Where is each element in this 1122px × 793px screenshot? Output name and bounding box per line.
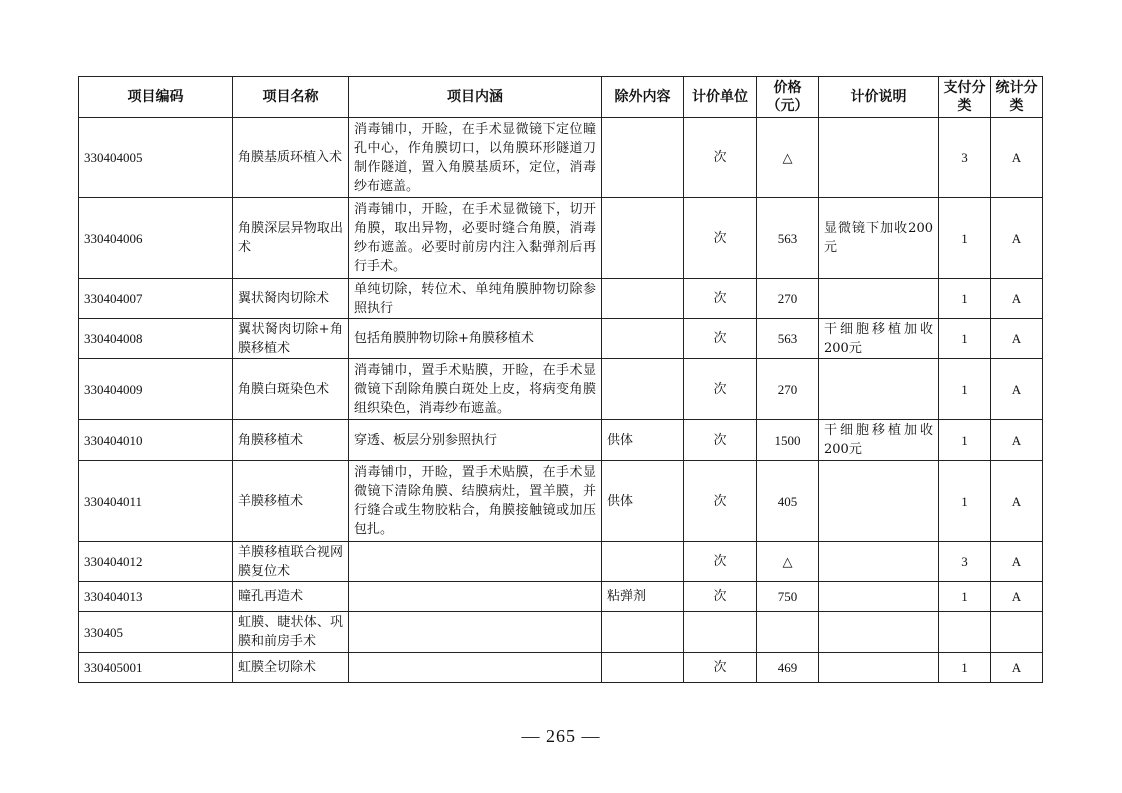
item-code: 330404013: [79, 582, 233, 612]
table-row: [79, 319, 1043, 359]
item-pay: 1: [939, 198, 991, 279]
item-name: 羊膜移植联合视网膜复位术: [233, 542, 349, 582]
item-stat: A: [991, 653, 1043, 683]
item-unit: 次: [684, 359, 757, 420]
item-stat: A: [991, 198, 1043, 279]
item-price: 405: [757, 461, 819, 542]
item-excluded: [602, 359, 684, 420]
item-stat: A: [991, 319, 1043, 359]
price-table: [78, 76, 1043, 683]
item-code: 330405: [79, 612, 233, 653]
item-excluded: [602, 542, 684, 582]
item-pay: [939, 612, 991, 653]
item-content: 单纯切除，转位术、单纯角膜肿物切除参照执行: [349, 279, 602, 319]
item-stat: A: [991, 582, 1043, 612]
item-price: 563: [757, 319, 819, 359]
item-excluded: [602, 653, 684, 683]
item-unit: [684, 612, 757, 653]
item-content: 消毒铺巾，开睑，置手术贴膜，在手术显微镜下清除角膜、结膜病灶，置羊膜，并行缝合或生物胶粘合，角膜接触镜或加压包扎。: [349, 461, 602, 542]
table-row: [79, 542, 1043, 582]
item-pay: 3: [939, 118, 991, 198]
item-name: 翼状胬肉切除术: [233, 279, 349, 319]
item-unit: 次: [684, 279, 757, 319]
item-unit: 次: [684, 653, 757, 683]
table-row: [79, 612, 1043, 653]
item-content: [349, 612, 602, 653]
item-content: 穿透、板层分别参照执行: [349, 420, 602, 461]
item-stat: A: [991, 118, 1043, 198]
item-pay: 1: [939, 359, 991, 420]
table-row: [79, 653, 1043, 683]
header-pay: 支付分类: [939, 77, 991, 118]
item-name: 虹膜、睫状体、巩膜和前房手术: [233, 612, 349, 653]
item-note: [819, 612, 939, 653]
header-stat: 统计分类: [991, 77, 1043, 118]
header-content: 项目内涵: [349, 77, 602, 118]
item-stat: A: [991, 461, 1043, 542]
item-price: [757, 612, 819, 653]
item-pay: 1: [939, 653, 991, 683]
item-stat: A: [991, 359, 1043, 420]
item-stat: A: [991, 542, 1043, 582]
item-unit: 次: [684, 461, 757, 542]
item-unit: 次: [684, 118, 757, 198]
item-stat: A: [991, 279, 1043, 319]
header-excluded: 除外内容: [602, 77, 684, 118]
item-code: 330404005: [79, 118, 233, 198]
page-number: — 265 —: [521, 726, 601, 746]
item-price: 270: [757, 279, 819, 319]
item-price: 750: [757, 582, 819, 612]
item-pay: 1: [939, 420, 991, 461]
header-code: 项目编码: [79, 77, 233, 118]
item-name: 角膜移植术: [233, 420, 349, 461]
item-pay: 1: [939, 582, 991, 612]
item-note: [819, 279, 939, 319]
item-name: 角膜白斑染色术: [233, 359, 349, 420]
table-row: [79, 118, 1043, 198]
item-name: 角膜深层异物取出术: [233, 198, 349, 279]
item-excluded: 供体: [602, 461, 684, 542]
item-code: 330404008: [79, 319, 233, 359]
item-note: 显微镜下加收200元: [819, 198, 939, 279]
item-unit: 次: [684, 582, 757, 612]
table-row: [79, 198, 1043, 279]
table-row: [79, 279, 1043, 319]
item-content: 包括角膜肿物切除+角膜移植术: [349, 319, 602, 359]
item-note: [819, 582, 939, 612]
item-code: 330404012: [79, 542, 233, 582]
table-row: [79, 359, 1043, 420]
item-unit: 次: [684, 319, 757, 359]
item-pay: 1: [939, 319, 991, 359]
item-name: 瞳孔再造术: [233, 582, 349, 612]
item-note: [819, 653, 939, 683]
header-row: [79, 77, 1043, 118]
item-code: 330404007: [79, 279, 233, 319]
item-excluded: 供体: [602, 420, 684, 461]
item-note: [819, 461, 939, 542]
item-content: [349, 582, 602, 612]
table-row: [79, 461, 1043, 542]
item-code: 330405001: [79, 653, 233, 683]
item-code: 330404009: [79, 359, 233, 420]
item-price: 563: [757, 198, 819, 279]
header-unit: 计价单位: [684, 77, 757, 118]
table-row: [79, 420, 1043, 461]
item-pay: 3: [939, 542, 991, 582]
item-stat: [991, 612, 1043, 653]
item-excluded: [602, 118, 684, 198]
item-excluded: [602, 279, 684, 319]
item-name: 羊膜移植术: [233, 461, 349, 542]
table-row: [79, 582, 1043, 612]
header-note: 计价说明: [819, 77, 939, 118]
item-excluded: [602, 612, 684, 653]
item-excluded: 粘弹剂: [602, 582, 684, 612]
item-stat: A: [991, 420, 1043, 461]
item-content: 消毒铺巾，开睑，在手术显微镜下定位瞳孔中心，作角膜切口，以角膜环形隧道刀制作隧道，置入角膜基质环，定位，消毒纱布遮盖。: [349, 118, 602, 198]
item-note: [819, 542, 939, 582]
item-content: 消毒铺巾，开睑，在手术显微镜下，切开角膜，取出异物，必要时缝合角膜，消毒纱布遮盖。必要时前房内注入黏弹剂后再行手术。: [349, 198, 602, 279]
item-content: 消毒铺巾，置手术贴膜，开睑，在手术显微镜下刮除角膜白斑处上皮，将病变角膜组织染色，消毒纱布遮盖。: [349, 359, 602, 420]
item-price: 270: [757, 359, 819, 420]
item-name: 虹膜全切除术: [233, 653, 349, 683]
item-name: 角膜基质环植入术: [233, 118, 349, 198]
item-unit: 次: [684, 542, 757, 582]
item-content: [349, 542, 602, 582]
item-price: 469: [757, 653, 819, 683]
item-pay: 1: [939, 279, 991, 319]
item-excluded: [602, 198, 684, 279]
item-price: 1500: [757, 420, 819, 461]
item-note: [819, 118, 939, 198]
item-excluded: [602, 319, 684, 359]
item-code: 330404010: [79, 420, 233, 461]
item-name: 翼状胬肉切除+角膜移植术: [233, 319, 349, 359]
item-note: [819, 359, 939, 420]
item-unit: 次: [684, 198, 757, 279]
item-note: 干细胞移植加收200元: [819, 319, 939, 359]
item-price: △: [757, 118, 819, 198]
item-note: 干细胞移植加收200元: [819, 420, 939, 461]
header-name: 项目名称: [233, 77, 349, 118]
item-price: △: [757, 542, 819, 582]
item-pay: 1: [939, 461, 991, 542]
item-content: [349, 653, 602, 683]
item-unit: 次: [684, 420, 757, 461]
item-code: 330404011: [79, 461, 233, 542]
item-code: 330404006: [79, 198, 233, 279]
header-price: 价格（元）: [757, 77, 819, 118]
